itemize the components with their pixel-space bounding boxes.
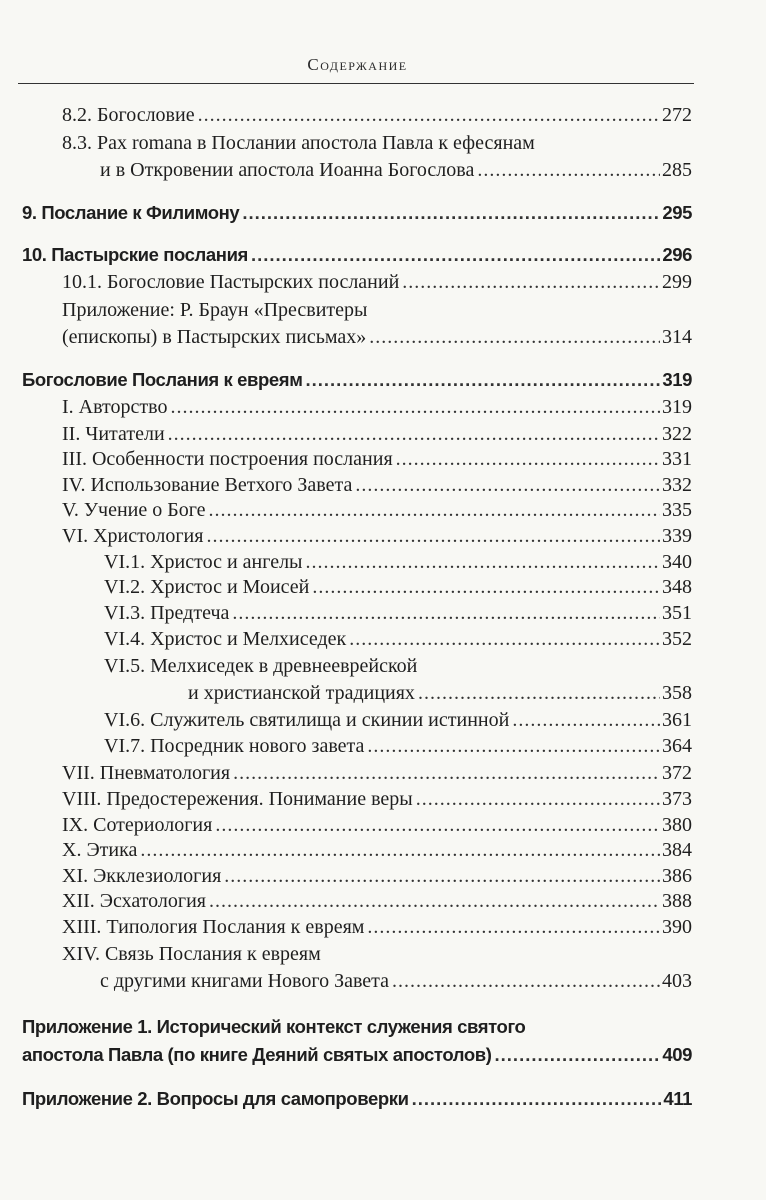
toc-leader-dots: [355, 472, 660, 498]
toc-leader-dots: [416, 786, 660, 812]
toc-entry-page: 322: [662, 423, 692, 445]
toc-leader-dots: [312, 574, 660, 600]
toc-entry-title: Приложение 2. Вопросы для самопроверки: [22, 1088, 409, 1109]
toc-entry: [104, 707, 692, 733]
toc-entry-title: XIII. Типология Послания к евреям: [62, 916, 365, 938]
toc-leader-dots: [369, 324, 660, 350]
toc-entry-page: 361: [662, 709, 692, 731]
toc-entry: [62, 786, 692, 812]
toc-leader-dots: [477, 157, 660, 183]
toc-entry-title: 10.1. Богословие Пастырских посланий: [62, 271, 400, 293]
toc-entry-title: 8.2. Богословие: [62, 104, 195, 126]
toc-entry-title: VI.1. Христос и ангелы: [104, 551, 303, 573]
toc-leader-dots: [168, 421, 660, 447]
toc-entry-page: 358: [662, 682, 692, 704]
toc-entry-title: IV. Использование Ветхого Завета: [62, 474, 353, 496]
toc-leader-dots: [242, 200, 660, 226]
toc-leader-dots: [215, 812, 660, 838]
toc-entry-title: 8.3. Pax romana в Послании апостола Павла к ефесянам: [62, 132, 535, 154]
toc-entry-title: II. Читатели: [62, 423, 165, 445]
toc-leader-dots: [412, 1086, 662, 1112]
toc-leader-dots: [495, 1042, 661, 1068]
toc-entry-page: 384: [662, 839, 692, 861]
toc-entry: [104, 626, 692, 652]
toc-entry: [62, 421, 692, 447]
toc-entry-title: (епископы) в Пастырских письмах»: [62, 326, 367, 348]
toc-entry-title: X. Этика: [62, 839, 138, 861]
toc-entry-page: 351: [662, 602, 692, 624]
toc-entry-title: XIV. Связь Послания к евреям: [62, 943, 321, 965]
toc-entry: [188, 680, 692, 706]
toc-entry: [62, 863, 692, 889]
toc-entry: [100, 968, 692, 994]
toc-entry: [62, 446, 692, 472]
toc-leader-dots: [306, 549, 661, 575]
toc-entry-page: 296: [662, 244, 692, 265]
toc-entry-page: 285: [662, 159, 692, 181]
toc-entry-title: V. Учение о Боге: [62, 499, 206, 521]
toc-entry-page: 364: [662, 735, 692, 757]
toc-leader-dots: [209, 888, 660, 914]
toc-leader-dots: [140, 837, 660, 863]
toc-entry-page: 335: [662, 499, 692, 521]
toc-leader-dots: [305, 367, 660, 393]
toc-entry-title: 10. Пастырские послания: [22, 244, 248, 265]
toc-entry-page: 272: [662, 104, 692, 126]
toc-entry-title: III. Особенности построения послания: [62, 448, 393, 470]
toc-entry: [100, 157, 692, 183]
toc-leader-dots: [512, 707, 660, 733]
toc-entry-page: 340: [662, 551, 692, 573]
toc-leader-dots: [349, 626, 660, 652]
toc-entry: [62, 324, 692, 350]
running-header: Содержание: [307, 55, 408, 74]
toc-entry-title: XI. Экклезиология: [62, 865, 222, 887]
toc-leader-dots: [232, 600, 660, 626]
toc-entry: [62, 760, 692, 786]
toc-entry-title: I. Авторство: [62, 396, 168, 418]
toc-entry: [104, 574, 692, 600]
header-rule: [18, 83, 694, 84]
toc-leader-dots: [392, 968, 660, 994]
toc-leader-dots: [170, 394, 660, 420]
toc-entry: [62, 812, 692, 838]
toc-entry: [62, 523, 692, 549]
toc-entry: [104, 653, 417, 679]
toc-entry-title: апостола Павла (по книге Деяний святых апостолов): [22, 1044, 492, 1065]
toc-entry-page: 332: [662, 474, 692, 496]
toc-entry-page: 388: [662, 890, 692, 912]
toc-entry: [62, 497, 692, 523]
toc-leader-dots: [402, 269, 660, 295]
toc-entry-title: VI. Христология: [62, 525, 204, 547]
toc-leader-dots: [418, 680, 660, 706]
toc-entry-title: VI.4. Христос и Мелхиседек: [104, 628, 347, 650]
toc-entry-title: VI.7. Посредник нового завета: [104, 735, 365, 757]
toc-entry-page: 403: [662, 970, 692, 992]
toc-entry: [104, 549, 692, 575]
toc-entry: [22, 1014, 525, 1040]
toc-entry: [62, 394, 692, 420]
toc-leader-dots: [224, 863, 660, 889]
toc-leader-dots: [206, 523, 660, 549]
toc-entry-title: IX. Сотериология: [62, 814, 213, 836]
toc-entry: [22, 200, 692, 226]
toc-entry: [62, 297, 367, 323]
toc-entry: [62, 837, 692, 863]
toc-entry-page: 373: [662, 788, 692, 810]
toc-entry-page: 319: [662, 396, 692, 418]
toc-leader-dots: [209, 497, 660, 523]
toc-entry: [22, 1042, 692, 1068]
toc-entry-title: VI.6. Служитель святилища и скинии истинной: [104, 709, 510, 731]
toc-entry-title: с другими книгами Нового Завета: [100, 970, 390, 992]
toc-leader-dots: [251, 242, 660, 268]
toc-entry: [62, 472, 692, 498]
toc-leader-dots: [233, 760, 660, 786]
toc-entry-title: и христианской традициях: [188, 682, 415, 704]
toc-entry: [22, 242, 692, 268]
toc-entry-page: 295: [662, 202, 692, 223]
toc-entry: [62, 130, 535, 156]
toc-entry-page: 411: [663, 1088, 692, 1109]
toc-entry-title: 9. Послание к Филимону: [22, 202, 240, 223]
toc-entry: [104, 600, 692, 626]
toc-entry-title: VI.2. Христос и Моисей: [104, 576, 310, 598]
toc-entry-title: VIII. Предостережения. Понимание веры: [62, 788, 413, 810]
toc-entry: [62, 102, 692, 128]
toc-entry: [104, 733, 692, 759]
toc-entry-page: 409: [662, 1044, 692, 1065]
toc-entry-page: 352: [662, 628, 692, 650]
toc-entry-page: 390: [662, 916, 692, 938]
toc-entry-page: 314: [662, 326, 692, 348]
toc-leader-dots: [367, 733, 660, 759]
toc-entry-page: 299: [662, 271, 692, 293]
toc-entry-page: 339: [662, 525, 692, 547]
toc-entry-page: 380: [662, 814, 692, 836]
toc-entry-page: 319: [662, 369, 692, 390]
toc-entry-page: 348: [662, 576, 692, 598]
toc-entry-title: XII. Эсхатология: [62, 890, 206, 912]
toc-entry: [62, 888, 692, 914]
toc-entry-title: и в Откровении апостола Иоанна Богослова: [100, 159, 475, 181]
toc-entry-page: 372: [662, 762, 692, 784]
toc-entry-title: Приложение: Р. Браун «Пресвитеры: [62, 299, 368, 321]
toc-leader-dots: [396, 446, 660, 472]
toc-leader-dots: [198, 102, 660, 128]
toc-entry: [62, 269, 692, 295]
toc-entry: [62, 914, 692, 940]
toc-entry-title: Богословие Послания к евреям: [22, 369, 303, 390]
toc-entry-title: VI.3. Предтеча: [104, 602, 230, 624]
toc-entry-title: VII. Пневматология: [62, 762, 231, 784]
toc-entry-page: 386: [662, 865, 692, 887]
toc-entry: [22, 1086, 692, 1112]
toc-entry-title: VI.5. Мелхиседек в древнееврейской: [104, 655, 418, 677]
toc-entry: [62, 941, 321, 967]
toc-entry-page: 331: [662, 448, 692, 470]
toc-entry: [22, 367, 692, 393]
toc-entry-title: Приложение 1. Исторический контекст служения святого: [22, 1016, 526, 1037]
toc-leader-dots: [367, 914, 660, 940]
